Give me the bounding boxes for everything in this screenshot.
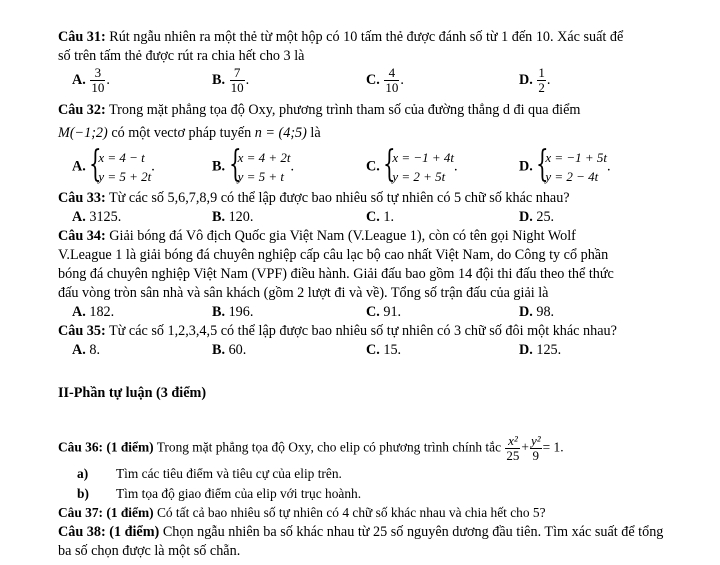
q32-option-d[interactable]: D. { x = −1 + 5t y = 2 − 4t .: [519, 144, 611, 185]
question-36: Câu 36: (1 điểm) Trong mặt phẳng tọa độ Oxy, cho elip có phương trình chính tắc $\frac{\text{x²}}{25}$ + $\frac{\text{y²}}{9}$ = 1.: [58, 433, 564, 463]
question-31-text-cont: số trên tấm thẻ được rút ra chia hết cho 3 là: [58, 48, 305, 64]
question-38: [58, 523, 663, 541]
q32-option-c-system: { x = −1 + 4t y = 2 + 5t: [383, 144, 455, 185]
question-35: [58, 322, 617, 340]
question-33: [58, 189, 570, 207]
q32-option-d-system: { x = −1 + 5t y = 2 − 4t: [536, 144, 608, 185]
question-32-label: Câu 32:: [58, 102, 106, 118]
question-38-text: Chọn ngẫu nhiên ba số khác nhau từ 25 số nguyên dương đầu tiên. Tìm xác suất để tổng: [162, 524, 664, 540]
question-34: [58, 227, 576, 245]
question-34-line-3: bóng đá chuyên nghiệp Việt Nam (VPF) điều hành. Giải đấu bao gồm 14 đội thi đấu theo thể thức: [58, 266, 614, 282]
q31-option-b-fraction: $\frac{7}{10}$: [230, 65, 244, 95]
q31-option-d[interactable]: D. $\frac{1}{2}$ .: [519, 65, 551, 95]
q31-option-c[interactable]: C. $\frac{4}{10}$ .: [366, 65, 404, 95]
point-m: M(−1;2): [58, 125, 108, 141]
question-35-text: Từ các số 1,2,3,4,5 có thể lập được bao nhiêu số tự nhiên có 3 chữ số đôi một khác nhau?: [109, 323, 617, 339]
q33-option-d[interactable]: D. 25.: [519, 209, 555, 225]
q31-option-a[interactable]: A. $\frac{3}{10}$ .: [72, 65, 110, 95]
question-34-text: Giải bóng đá Vô địch Quốc gia Việt Nam (V.League 1), còn có tên gọi Night Wolf: [109, 228, 576, 244]
question-34-line-2: V.League 1 là giải bóng đá chuyên nghiệp cấp câu lạc bộ cao nhất Việt Nam, do Công ty cổ phần: [58, 247, 609, 263]
normal-vector: n = (4;5): [254, 125, 307, 141]
ellipse-equals: = 1.: [542, 439, 564, 455]
part-2-heading: II-Phần tự luận (3 điểm): [58, 385, 207, 401]
q34-option-d[interactable]: D. 98.: [519, 304, 555, 320]
q35-option-d[interactable]: D. 125.: [519, 342, 562, 358]
q34-option-c[interactable]: C. 91.: [366, 304, 402, 320]
ellipse-term-y: $\frac{\text{y²}}{9}$: [530, 433, 541, 463]
q32-option-c[interactable]: C. { x = −1 + 4t y = 2 + 5t .: [366, 144, 458, 185]
question-34-label: Câu 34:: [58, 228, 106, 244]
q34-option-b[interactable]: B. 196.: [212, 304, 254, 320]
q36-part-a-text: Tìm các tiêu điểm và tiêu cự của elip trên.: [116, 466, 342, 481]
question-35-label: Câu 35:: [58, 323, 106, 339]
q32-option-b-system: { x = 4 + 2t y = 5 + t: [228, 144, 291, 185]
q31-option-b[interactable]: B. $\frac{7}{10}$ .: [212, 65, 250, 95]
q32-option-b[interactable]: B. { x = 4 + 2t y = 5 + t .: [212, 144, 295, 185]
q34-option-a[interactable]: A. 182.: [72, 304, 115, 320]
question-32-text: Trong mặt phẳng tọa độ Oxy, phương trình tham số của đường thẳng d đi qua điểm: [109, 102, 581, 118]
q36-part-a: a): [77, 466, 89, 481]
question-31: [58, 28, 623, 46]
question-36-label: Câu 36: (1 điểm): [58, 439, 154, 455]
q36-part-b-text: Tìm tọa độ giao điểm của elip với trục hoành.: [116, 486, 362, 501]
q31-option-a-fraction: $\frac{3}{10}$: [91, 65, 105, 95]
question-31-text: Rút ngẫu nhiên ra một thẻ từ một hộp có 10 tấm thẻ được đánh số từ 1 đến 10. Xác suất để: [109, 29, 624, 45]
q36-part-b: b): [77, 486, 89, 501]
question-38-label: Câu 38: (1 điểm): [58, 524, 160, 540]
q31-option-d-fraction: $\frac{1}{2}$: [538, 65, 545, 95]
question-33-label: Câu 33:: [58, 190, 106, 206]
q31-option-c-fraction: $\frac{4}{10}$: [385, 65, 399, 95]
q33-option-b[interactable]: B. 120.: [212, 209, 254, 225]
ellipse-term-x: $\frac{\text{x²}}{25}$: [506, 433, 520, 463]
q33-option-c[interactable]: C. 1.: [366, 209, 394, 225]
question-37-label: Câu 37: (1 điểm): [58, 505, 154, 520]
q32-option-a-system: { x = 4 − t y = 5 + 2t: [89, 144, 152, 185]
q35-option-b[interactable]: B. 60.: [212, 342, 247, 358]
question-31-label: Câu 31:: [58, 29, 106, 45]
question-33-text: Từ các số 5,6,7,8,9 có thể lập được bao nhiêu số tự nhiên có 5 chữ số khác nhau?: [109, 190, 570, 206]
question-32: [58, 101, 580, 119]
question-38-text-cont: ba số chọn được là một số chẵn.: [58, 543, 241, 559]
question-36-text: Trong mặt phẳng tọa độ Oxy, cho elip có phương trình chính tắc: [156, 439, 502, 455]
q35-option-a[interactable]: A. 8.: [72, 342, 100, 358]
question-37: [58, 504, 546, 522]
question-34-line-4: đấu vòng tròn sân nhà và sân khách (gồm 2 lượt đi và về). Tổng số trận đấu của giải là: [58, 285, 549, 301]
q33-option-a[interactable]: A. 3125.: [72, 209, 122, 225]
q32-option-a[interactable]: A. { x = 4 − t y = 5 + 2t .: [72, 144, 155, 185]
question-37-text: Có tất cả bao nhiêu số tự nhiên có 4 chữ số khác nhau và chia hết cho 5?: [156, 505, 546, 520]
question-32-text-cont: M(−1;2) có một vectơ pháp tuyến n = (4;5) là: [58, 125, 321, 141]
q35-option-c[interactable]: C. 15.: [366, 342, 402, 358]
